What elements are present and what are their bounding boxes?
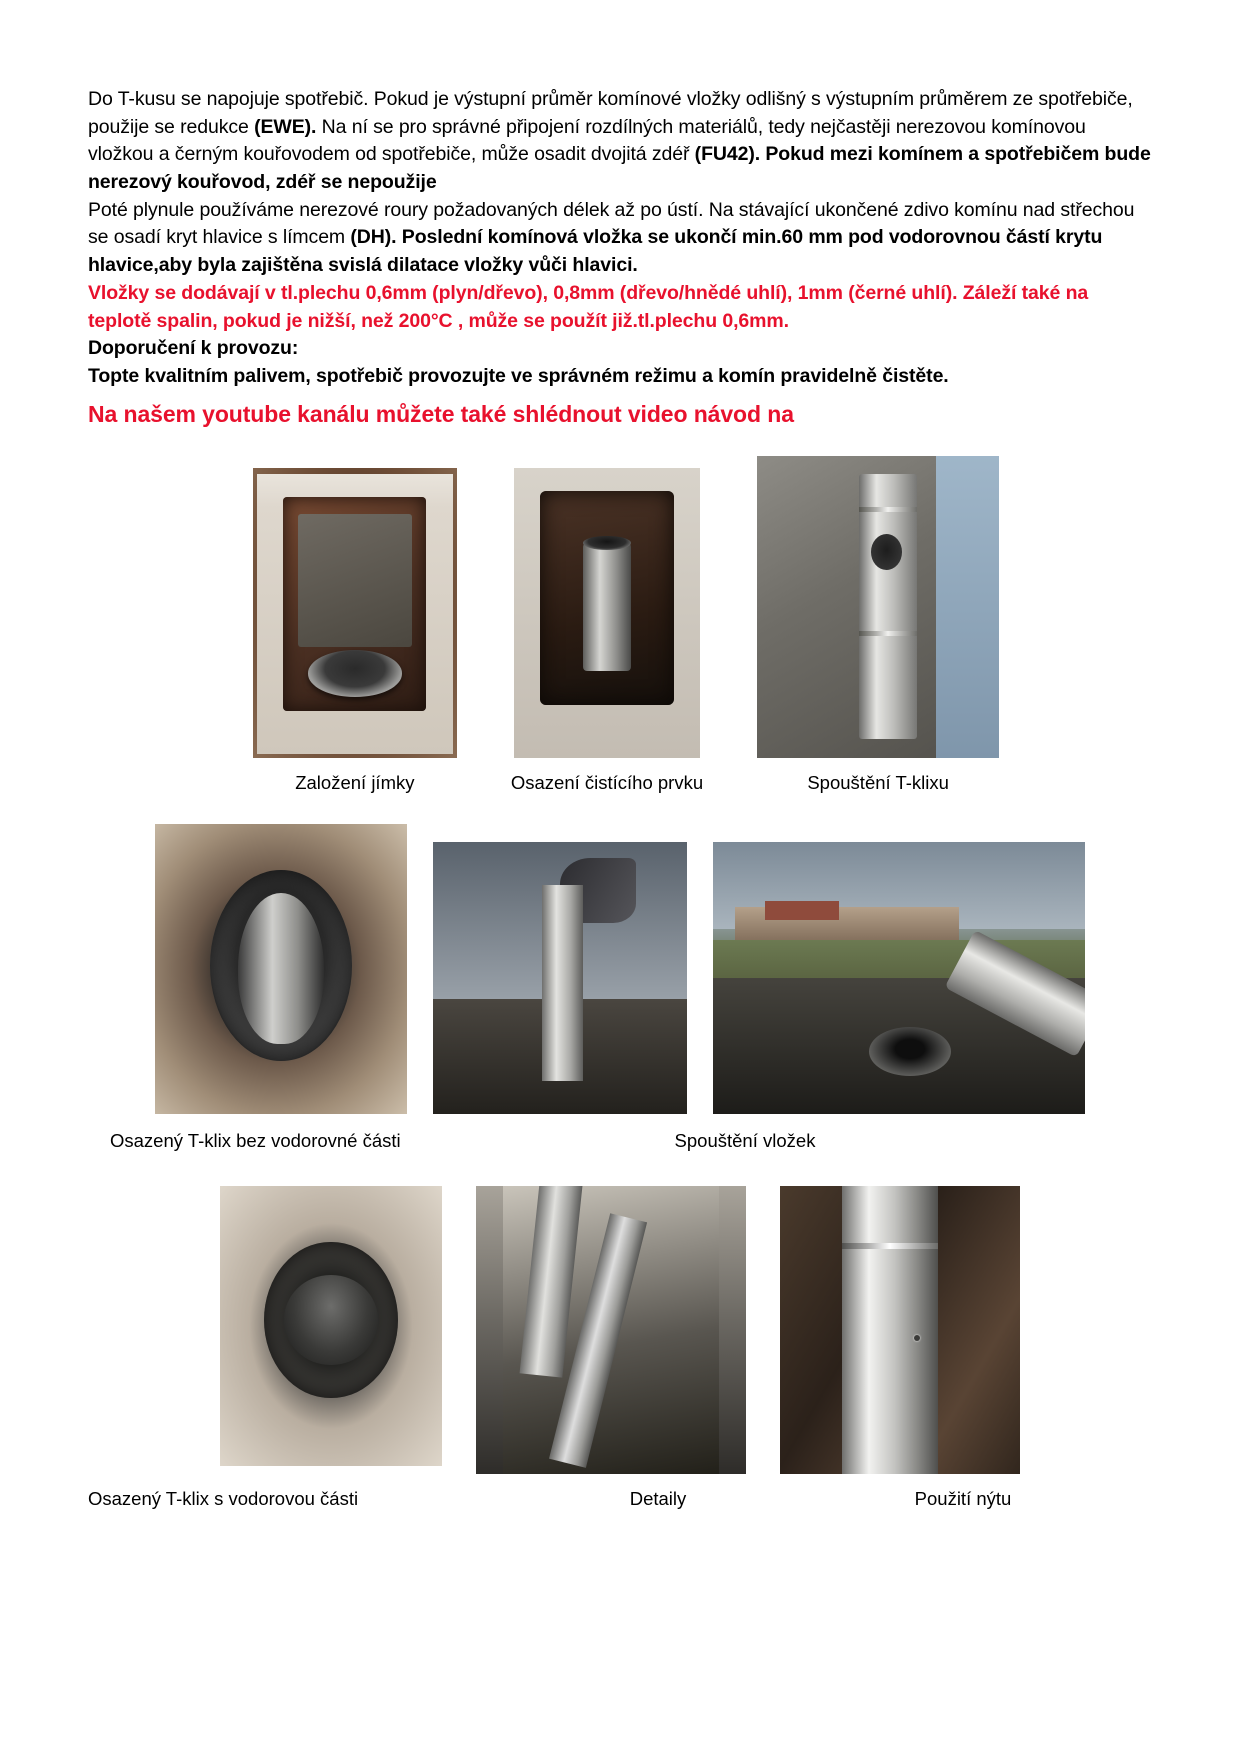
paragraph-5-recommendation-text: Topte kvalitním palivem, spotřebič provozujte ve správném režimu a komín pravidelně čistěte. [88, 364, 949, 387]
photo-gallery-row-2 [88, 824, 1152, 1152]
photo-gallery-row-1 [88, 456, 1152, 794]
photo-zalozeni-jimky [253, 468, 457, 758]
photo-caption: Detaily [629, 1487, 687, 1509]
youtube-heading: Na našem youtube kanálu můžete také shlédnout video návod na [88, 400, 794, 427]
photo-gallery-row-3 [88, 1186, 1152, 1510]
paragraph-4-recommendation-heading: Doporučení k provozu: [88, 337, 299, 360]
photo-t-klix-s-vodorovou-casti [220, 1186, 442, 1466]
photo-pouziti-nytu [780, 1186, 1020, 1474]
photo-strecha-otvor [713, 842, 1085, 1114]
photo-t-klix-bez-vodorovne-casti [155, 824, 407, 1114]
paragraph-1-run-2: (EWE). [254, 115, 317, 138]
photo-spousteni-t-klixu [757, 456, 999, 758]
paragraph-2-run-1: Poté plynule používáme nerezové roury požadovaných délek až po ústí. Na stávající ukončené zdivo komínu nad střechou se osadí kryt hlavice s límcem [88, 198, 1135, 249]
photo-caption: Založení jímky [295, 771, 415, 793]
paragraph-1 [88, 86, 1152, 197]
photo-spousteni-vlozek-osoba [433, 842, 687, 1114]
gallery-item [757, 456, 999, 794]
paragraph-2-run-2: (DH). Poslední komínová vložka se ukončí min.60 mm pod vodorovnou částí krytu hlavice,aby byla zajištěna svislá dilatace vložky vůči hlavici. [88, 226, 1103, 277]
photo-caption: Spouštění vložek [674, 1129, 816, 1151]
photo-caption: Osazení čistícího prvku [510, 771, 704, 793]
photo-caption: Osazený T-klix bez vodorovné části [110, 1129, 401, 1151]
gallery-item [511, 468, 703, 794]
photo-caption: Spouštění T-klixu [807, 771, 949, 793]
paragraph-2 [88, 197, 1152, 280]
photo-osazeni-cisticiho-prvku [514, 468, 700, 758]
photo-detaily [476, 1186, 746, 1474]
body-text [88, 86, 1152, 430]
gallery-item [253, 468, 457, 794]
paragraph-1-run-1: Do T-kusu se napojuje spotřebič. Pokud je výstupní průměr komínové vložky odlišný s výstupním průměrem ze spotřebiče, použije se redukce [88, 88, 1133, 138]
photo-caption: Osazený T-klix s vodorovou části [88, 1487, 359, 1509]
paragraph-3-warning: Vložky se dodávají v tl.plechu 0,6mm (plyn/dřevo), 0,8mm (dřevo/hnědé uhlí), 1mm (černé uhlí). Záleží také na teplotě spalin, pokud je nižší, než 200°C , může se použít již.tl.plechu 0,6mm. [88, 281, 1089, 332]
paragraph-1-run-4: (FU42). Pokud mezi komínem a spotřebičem bude nerezový kouřovod, zdéř se nepoužije [88, 143, 1151, 194]
photo-caption: Použití nýtu [914, 1487, 1012, 1509]
paragraph-1-run-3: Na ní se pro správné připojení rozdílných materiálů, tedy nejčastěji nerezovou komínovou vložkou a černým kouřovodem od spotřebiče, může osadit dvojitá zdéř [88, 115, 1086, 166]
